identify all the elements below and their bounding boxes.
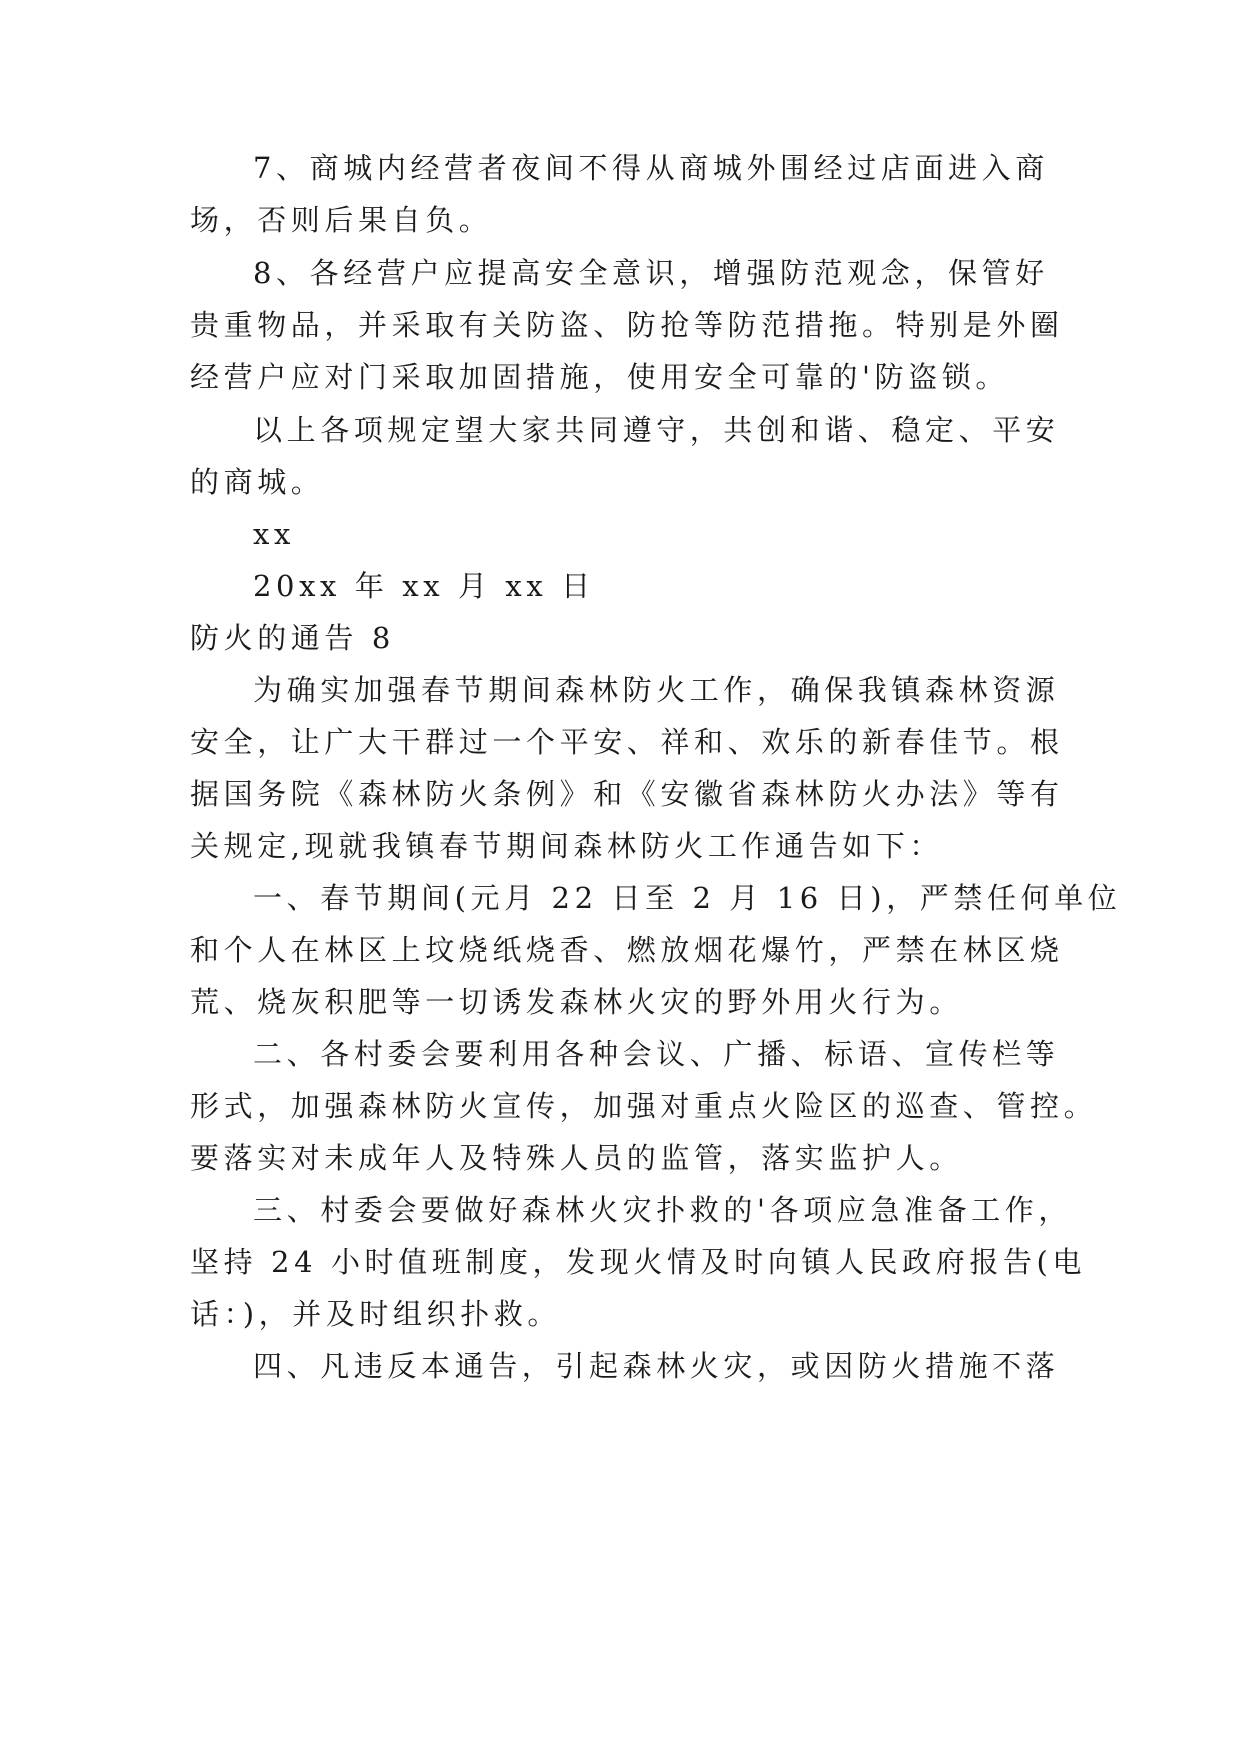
notice-heading: 防火的通告 8 [190,621,395,655]
closing-line-1: 以上各项规定望大家共同遵守，共创和谐、稳定、平安 [253,413,1060,447]
intro-line-3: 据国务院《森林防火条例》和《安徽省森林防火办法》等有 [190,777,1064,811]
item-2-line-3: 要落实对未成年人及特殊人员的监管，落实监护人。 [190,1141,963,1175]
rule-8-line-3: 经营户应对门采取加固措施，使用安全可靠的'防盗锁。 [190,360,1009,394]
rule-8-line-2: 贵重物品，并采取有关防盗、防抢等防范措拖。特别是外圈 [190,308,1064,342]
intro-line-1: 为确实加强春节期间森林防火工作，确保我镇森林资源 [253,673,1060,707]
item-1-line-2: 和个人在林区上坟烧纸烧香、燃放烟花爆竹，严禁在林区烧 [190,933,1064,967]
item-1-line-1: 一、春节期间(元月 22 日至 2 月 16 日)，严禁任何单位 [253,881,1122,915]
item-2-line-2: 形式，加强森林防火宣传，加强对重点火险区的巡查、管控。 [190,1089,1098,1123]
item-2-line-1: 二、各村委会要利用各种会议、广播、标语、宣传栏等 [253,1037,1060,1071]
item-3-line-1: 三、村委会要做好森林火灾扑救的'各项应急准备工作， [253,1193,1072,1227]
item-3-line-3: 话：)，并及时组织扑救。 [190,1297,562,1331]
intro-line-4: 关规定,现就我镇春节期间森林防火工作通告如下： [190,829,944,863]
date: 20xx 年 xx 月 xx 日 [253,569,595,603]
item-3-line-2: 坚持 24 小时值班制度，发现火情及时向镇人民政府报告(电 [190,1245,1087,1279]
item-1-line-3: 荒、烧灰积肥等一切诱发森林火灾的野外用火行为。 [190,985,963,1019]
item-4-line-1: 四、凡违反本通告，引起森林火灾，或因防火措施不落 [253,1349,1060,1383]
rule-8-line-1: 8、各经营户应提高安全意识，增强防范观念，保管好 [253,256,1049,290]
intro-line-2: 安全，让广大干群过一个平安、祥和、欢乐的新春佳节。根 [190,725,1064,759]
signature: xx [253,517,295,551]
rule-7-line-2: 场，否则后果自负。 [190,203,493,237]
rule-7-line-1: 7、商城内经营者夜间不得从商城外围经过店面进入商 [253,151,1049,185]
closing-line-2: 的商城。 [190,465,325,499]
